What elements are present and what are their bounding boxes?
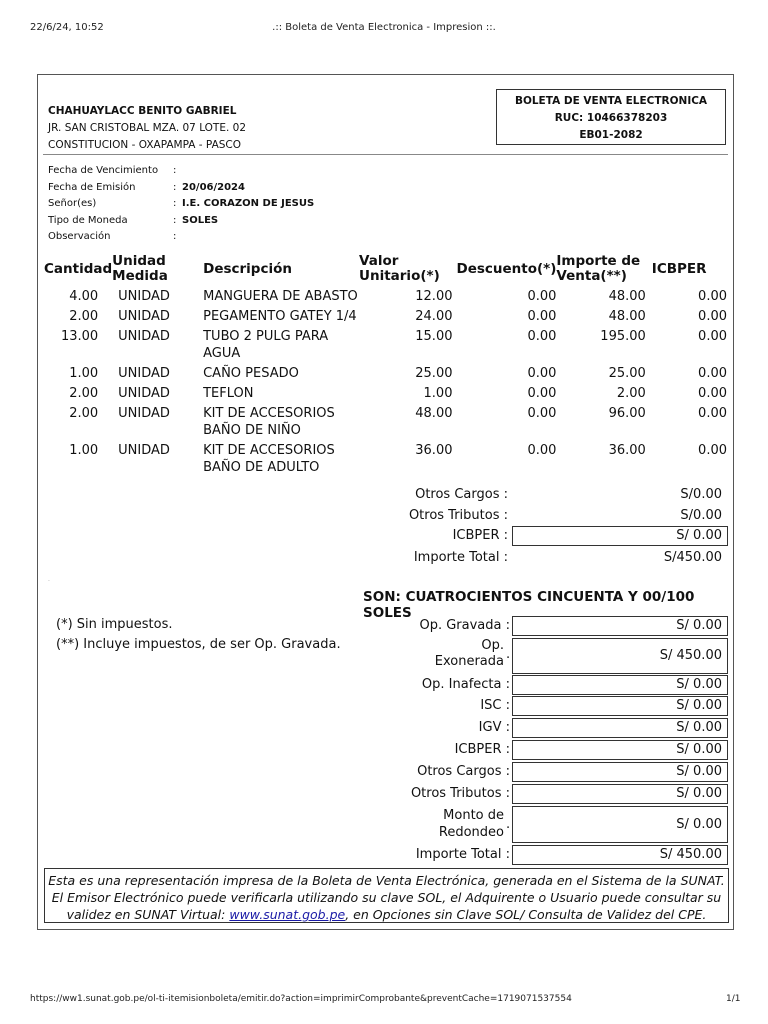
table-row	[44, 405, 733, 442]
summary-isc-label: ISC :	[480, 698, 510, 713]
cell-qty: 4.00	[69, 289, 99, 304]
issuer-address-line1: JR. SAN CRISTOBAL MZA. 07 LOTE. 02	[48, 122, 247, 134]
cell-icbper: 0.00	[698, 386, 727, 401]
cell-discount: 0.00	[527, 289, 557, 304]
cell-amount: 195.00	[600, 329, 646, 344]
cell-desc: TUBO 2 PULG PARA AGUA	[203, 329, 329, 361]
cell-discount: 0.00	[527, 386, 557, 401]
col-qty-header: Cantidad	[44, 260, 113, 277]
col-icbper-header: ICBPER	[651, 260, 707, 277]
cell-amount: 36.00	[608, 443, 646, 458]
summary-isc-value: S/ 0.00	[512, 696, 728, 716]
charges-otros-tributos-label: Otros Tributos :	[408, 508, 508, 523]
cell-qty: 13.00	[60, 329, 99, 344]
cell-price: 24.00	[415, 309, 453, 324]
summary-exonerada-value: S/ 450.00	[512, 638, 728, 674]
legal-text-start: Esta es una representación impresa de la Boleta de Venta Electrónica, generada en el Sistema de la SUNAT. El Emisor Electrónico puede verificarla utilizando su clave SOL, el Adquirente o Usuario puede consultar su validez en SUNAT Virtual:	[48, 873, 725, 922]
separator-dot: ·	[48, 578, 50, 585]
summary-redondeo-label: Monto de Redondeo	[438, 808, 504, 840]
charges-total-value: S/450.00	[663, 550, 722, 565]
issuer-name: CHAHUAYLACC BENITO GABRIEL	[48, 105, 237, 117]
cell-desc: MANGUERA DE ABASTO	[203, 289, 358, 304]
cell-discount: 0.00	[527, 406, 557, 421]
cell-desc: KIT DE ACCESORIOS BAÑO DE ADULTO	[203, 443, 335, 475]
meta-value: 20/06/2024	[182, 181, 245, 193]
issuer-block	[48, 103, 246, 154]
summary-otros-cargos-value: S/ 0.00	[512, 762, 728, 782]
cell-qty: 2.00	[69, 386, 99, 401]
summary-total-value: S/ 450.00	[512, 845, 728, 865]
cell-discount: 0.00	[527, 443, 557, 458]
cell-qty: 2.00	[69, 406, 99, 421]
receipt-frame: CHAHUAYLACC BENITO GABRIEL JR. SAN CRISTOBAL MZA. 07 LOTE. 02 CONSTITUCION - OXAPAMPA - PASCO BOLETA DE VENTA ELECTRONICA RUC: 10466378203 EB01-2082 Fecha de Vencimiento : Fecha de Emisión : 20/06/2024 Señor(es) : I.E. CORAZON DE JESUS Tipo de Moneda : SOLES Observación : Cantidad Unidad Medida Descripción Valor Unitario(*) Descuento(*) Importe de Venta(**) ICBPER 4.00 UNIDAD MANGUERA DE ABASTO 12.00 0.00 48.00 0.00 2.00 UNIDAD PEGAMENTO GATEY 1/4 24.00 0.00 48.00 0.00 13.00 UNIDAD TUBO 2 PULG PARA AGUA 15.00 0.00 195.00 0.00 1.00 UNIDAD CAÑO PESADO 25.00 0.00 25.00 0.00 2.00 UNIDAD TEFLON 1.00 0.00 2.00 0.00 2.00 UNIDAD KIT DE ACCESORIOS BAÑO DE NIÑO 48.00 0.00 96.00 0.00 1.00 UNIDAD KIT DE ACCESORIOS BAÑO DE ADULTO 36.00 0.00 36.00 0.00 Otros Cargos : S/0.00 Otros Tributos : S/0.00 ICBPER : S/ 0.00 Importe Total : S/450.00 · SON: CUATROCIENTOS CINCUENTA Y 00/100 SOLES (*) Sin impuestos. (**) Incluye impuestos, de ser Op. Gravada. Op. Gravada : S/ 0.00 Op. Exonerada . S/ 450.00 Op. Inafecta : S/ 0.00 ISC : S/ 0.00 IGV : S/ 0.00 ICBPER : S/ 0.00 Otros Cargos : S/ 0.00 Otros Tributos : S/ 0.00 Monto de Redondeo . S/ 0.00 Importe Total : S/ 450.00 Esta es una representación impresa de la Boleta de Venta Electrónica, generada en el Sistema de la SUNAT. El Emisor Electrónico puede verificarla utilizando su clave SOL, el Adquirente o Usuario puede consultar su validez en SUNAT Virtual: www.sunat.gob.pe, en Opciones sin Clave SOL/ Consulta de Validez del CPE.	[37, 74, 734, 930]
cell-price: 12.00	[415, 289, 453, 304]
summary-igv-value: S/ 0.00	[512, 718, 728, 738]
cell-amount: 96.00	[608, 406, 646, 421]
document-number: EB01-2082	[579, 129, 643, 141]
summary-gravada-label: Op. Gravada :	[419, 618, 510, 633]
meta-row: Fecha de Vencimiento :	[48, 163, 314, 180]
summary-igv-label: IGV :	[478, 720, 510, 735]
meta-value: SOLES	[182, 214, 219, 226]
cell-amount: 48.00	[608, 309, 646, 324]
cell-unit: UNIDAD	[118, 386, 170, 401]
header-divider	[43, 154, 728, 155]
charges-icbper-label: ICBPER :	[452, 528, 508, 543]
summary-icbper-value: S/ 0.00	[512, 740, 728, 760]
cell-icbper: 0.00	[698, 406, 727, 421]
summary-otros-cargos-label: Otros Cargos :	[417, 764, 510, 779]
cell-discount: 0.00	[527, 309, 557, 324]
cell-unit: UNIDAD	[118, 406, 170, 421]
col-discount-header: Descuento(*)	[456, 260, 557, 277]
cell-price: 15.00	[415, 329, 453, 344]
table-row	[44, 385, 733, 405]
meta-row: Señor(es) : I.E. CORAZON DE JESUS	[48, 196, 314, 213]
cell-icbper: 0.00	[698, 329, 727, 344]
issuer-address-line2: CONSTITUCION - OXAPAMPA - PASCO	[48, 139, 242, 151]
charges-total-label: Importe Total :	[413, 550, 508, 565]
table-header-row	[44, 250, 733, 288]
cell-amount: 48.00	[608, 289, 646, 304]
summary-otros-tributos-label: Otros Tributos :	[410, 786, 510, 801]
document-ruc: RUC: 10466378203	[554, 112, 668, 124]
cell-price: 36.00	[415, 443, 453, 458]
meta-row: Fecha de Emisión : 20/06/2024	[48, 180, 314, 197]
cell-unit: UNIDAD	[118, 329, 170, 344]
cell-icbper: 0.00	[698, 443, 727, 458]
document-type: BOLETA DE VENTA ELECTRONICA	[514, 95, 708, 107]
cell-icbper: 0.00	[698, 366, 727, 381]
cell-qty: 1.00	[69, 443, 99, 458]
summary-exonerada-label: Op. Exonerada	[434, 638, 504, 669]
summary-total-label: Importe Total :	[415, 847, 510, 862]
cell-icbper: 0.00	[698, 289, 727, 304]
summary-icbper-label: ICBPER :	[454, 742, 510, 757]
meta-value: I.E. CORAZON DE JESUS	[182, 198, 315, 209]
legal-text-end: , en Opciones sin Clave SOL/ Consulta de Validez del CPE.	[345, 907, 707, 922]
meta-row: Tipo de Moneda : SOLES	[48, 213, 314, 230]
cell-desc: KIT DE ACCESORIOS BAÑO DE NIÑO	[203, 406, 335, 438]
cell-price: 48.00	[415, 406, 453, 421]
table-row	[44, 328, 733, 365]
col-price-header: Valor Unitario(*)	[359, 253, 440, 284]
cell-icbper: 0.00	[698, 309, 727, 324]
table-row	[44, 442, 733, 479]
cell-desc: TEFLON	[203, 386, 254, 401]
cell-unit: UNIDAD	[118, 309, 170, 324]
cell-price: 1.00	[423, 386, 453, 401]
summary-inafecta-label: Op. Inafecta :	[421, 677, 510, 692]
document-id-box	[496, 89, 726, 145]
print-url: https://ww1.sunat.gob.pe/ol-ti-itemisionboleta/emitir.do?action=imprimirComprobante&preventCache=1719071537554	[30, 994, 572, 1004]
cell-unit: UNIDAD	[118, 366, 170, 381]
meta-row: Observación :	[48, 229, 314, 246]
summary-gravada-value: S/ 0.00	[512, 616, 728, 636]
summary-otros-tributos-value: S/ 0.00	[512, 784, 728, 804]
col-amount-header: Importe de Venta(**)	[556, 253, 641, 284]
items-table	[44, 250, 733, 479]
summary-inafecta-value: S/ 0.00	[512, 675, 728, 695]
cell-discount: 0.00	[527, 329, 557, 344]
table-row	[44, 365, 733, 385]
cell-unit: UNIDAD	[118, 443, 170, 458]
table-row	[44, 288, 733, 308]
sunat-link[interactable]: www.sunat.gob.pe	[229, 907, 346, 922]
cell-unit: UNIDAD	[118, 289, 170, 304]
print-page-number: 1/1	[726, 994, 741, 1004]
meta-block	[48, 163, 314, 246]
amount-in-words: SON: CUATROCIENTOS CINCUENTA Y 00/100 SOLES	[363, 589, 695, 621]
meta-label: Señor(es)	[48, 198, 97, 209]
charges-icbper-value: S/ 0.00	[512, 526, 728, 546]
cell-qty: 1.00	[69, 366, 99, 381]
meta-label: Observación	[48, 231, 111, 242]
cell-qty: 2.00	[69, 309, 99, 324]
note-sin-impuestos: (*) Sin impuestos.	[56, 617, 173, 632]
legal-notice	[44, 868, 729, 923]
note-incluye-impuestos: (**) Incluye impuestos, de ser Op. Gravada.	[56, 637, 341, 652]
meta-label: Fecha de Vencimiento	[48, 165, 159, 176]
charges-otros-cargos-label: Otros Cargos :	[415, 487, 508, 502]
meta-label: Tipo de Moneda	[48, 214, 128, 226]
table-row	[44, 308, 733, 328]
meta-label: Fecha de Emisión	[48, 181, 136, 193]
col-desc-header: Descripción	[203, 260, 292, 277]
cell-price: 25.00	[415, 366, 453, 381]
cell-amount: 25.00	[608, 366, 646, 381]
summary-redondeo-value: S/ 0.00	[512, 806, 728, 843]
col-unit-header: Unidad Medida	[112, 253, 168, 284]
cell-amount: 2.00	[616, 386, 646, 401]
charges-otros-cargos-value: S/0.00	[680, 487, 722, 502]
cell-discount: 0.00	[527, 366, 557, 381]
print-datetime: 22/6/24, 10:52	[30, 22, 104, 33]
charges-otros-tributos-value: S/0.00	[680, 508, 722, 523]
notes-block	[56, 615, 341, 655]
print-page-title: .:: Boleta de Venta Electronica - Impresion ::.	[272, 22, 496, 33]
cell-desc: CAÑO PESADO	[203, 366, 299, 381]
cell-desc: PEGAMENTO GATEY 1/4	[203, 309, 357, 324]
